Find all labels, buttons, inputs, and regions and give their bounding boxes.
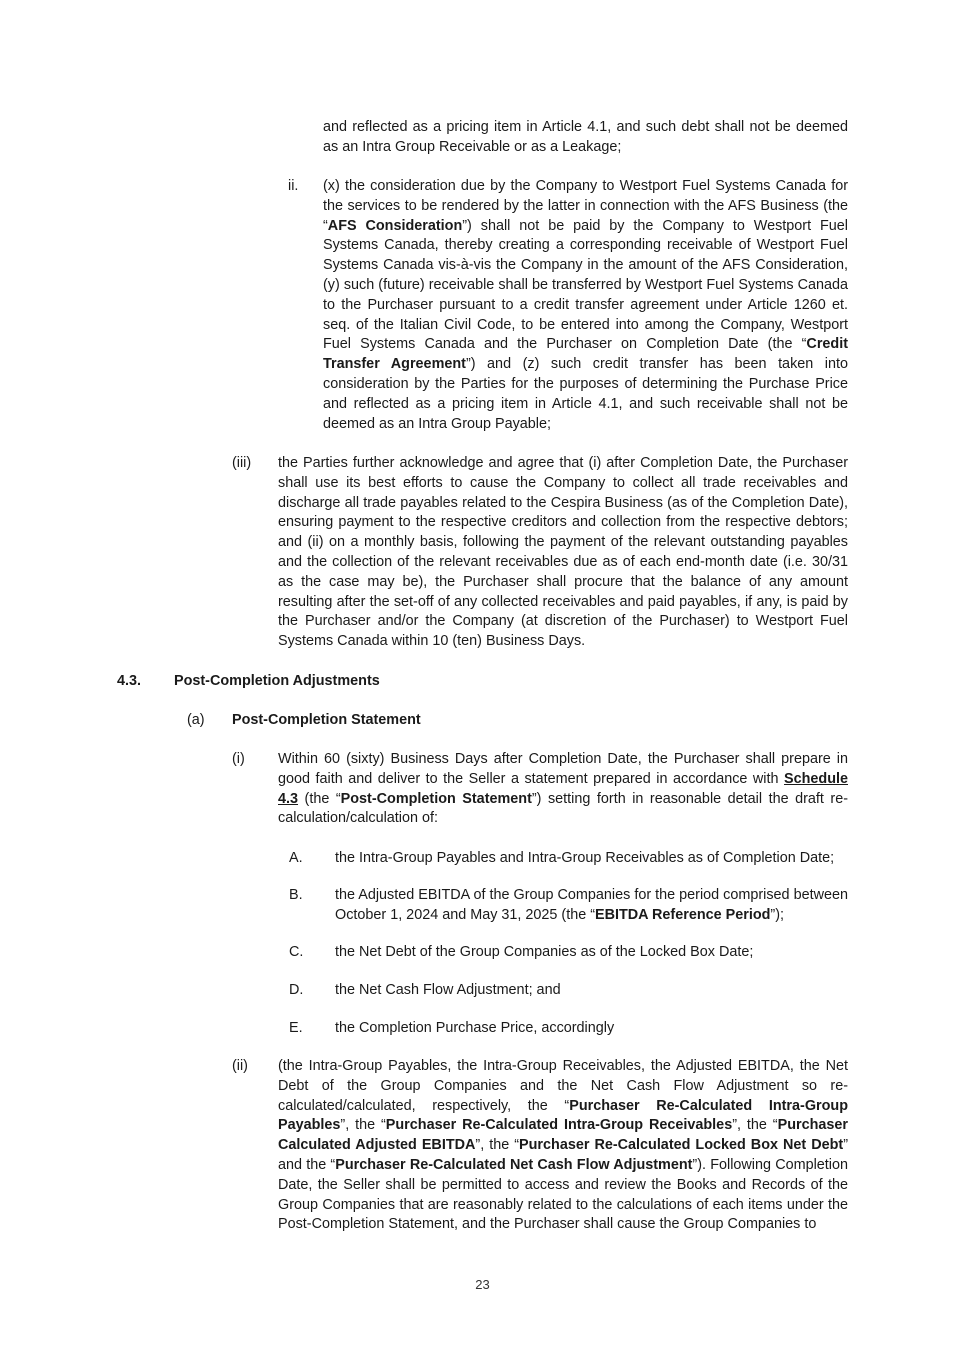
list-d-marker: D. — [289, 982, 304, 998]
page-number: 23 — [475, 1277, 490, 1292]
item-ii-marker: ii. — [288, 178, 299, 194]
item-ii-b-marker: (ii) — [232, 1058, 248, 1074]
subsection-a-title: Post-Completion Statement — [232, 712, 421, 728]
list-b-text: the Adjusted EBITDA of the Group Companies for the period comprised between October 1, 2024 and May 31, 2025 (the “EBITDA Reference Period”); — [335, 887, 848, 923]
list-b-marker: B. — [289, 887, 303, 903]
list-e-marker: E. — [289, 1020, 303, 1036]
schedule-reference: Schedule 4.3 — [278, 770, 848, 807]
list-c-marker: C. — [289, 944, 304, 960]
subsection-a-marker: (a) — [187, 712, 205, 728]
list-a-text: the Intra-Group Payables and Intra-Group Receivables as of Completion Date; — [335, 850, 835, 866]
section-title: Post-Completion Adjustments — [174, 673, 380, 689]
item-ii-b-text: (the Intra-Group Payables, the Intra-Group Receivables, the Adjusted EBITDA, the Net Debt of the Group Companies and the Net Cash Flow Adjustment so re-calculated/calculated, respectively, the “Purchaser Re-Calculated Intra-Group Payables”, the “Purchaser Re-Calculated Intra-Group Receivables”, the “Purchaser Calculated Adjusted EBITDA”, the “Purchaser Re-Calculated Locked Box Net Debt” and the “Purchaser Re-Calculated Net Cash Flow Adjustment”). Following Completion Date, the Seller shall be permitted to access and review the Books and Records of the Group Companies that are reasonably related to the calculations of each items under the Post-Completion Statement, and the Purchaser shall cause the Group Companies to — [278, 1058, 848, 1233]
item-i-marker: (i) — [232, 751, 245, 767]
term-credit-transfer-agreement: Credit Transfer Agreement — [323, 336, 848, 373]
continued-paragraph: and reflected as a pricing item in Article 4.1, and such debt shall not be deemed as an Intra Group Receivable or as a Leakage; — [323, 119, 848, 155]
list-d-text: the Net Cash Flow Adjustment; and — [335, 982, 561, 998]
item-iii-marker: (iii) — [232, 455, 252, 471]
term-post-completion-statement: Post-Completion Statement — [340, 790, 532, 807]
item-ii-text: (x) the consideration due by the Company to Westport Fuel Systems Canada for the services to be rendered by the latter in connection with the AFS Business (the “AFS Consideration”) shall not be paid by the Company to Westport Fuel Systems Canada, thereby creating a corresponding receivable of Westport Fuel Systems Canada vis-à-vis the Company in the amount of the AFS Consideration, (y) such (future) receivable shall be transferred by Westport Fuel Systems Canada to the Purchaser pursuant to a credit transfer agreement under Article 1260 et. seq. of the Italian Civil Code, to be entered into among the Company, Westport Fuel Systems Canada and the Purchaser on Completion Date (the “Credit Transfer Agreement”) and (z) such credit transfer has been taken into consideration by the Parties for the purposes of determining the Purchase Price and reflected as a pricing item in Article 4.1, and such receivable shall not be deemed as an Intra Group Payable; — [323, 178, 848, 432]
term-ebitda-reference-period: EBITDA Reference Period — [595, 906, 771, 923]
item-i-text: Within 60 (sixty) Business Days after Completion Date, the Purchaser shall prepare in good faith and deliver to the Seller a statement prepared in accordance with Schedule 4.3 (the “Post-Completion Statement”) setting forth in reasonable detail the draft re-calculation/calculation of: — [278, 751, 849, 827]
list-a-marker: A. — [289, 850, 303, 866]
list-e-text: the Completion Purchase Price, accordingly — [335, 1020, 615, 1036]
section-number: 4.3. — [117, 673, 142, 689]
list-c-text: the Net Debt of the Group Companies as of the Locked Box Date; — [335, 944, 754, 960]
item-iii-text: the Parties further acknowledge and agree that (i) after Completion Date, the Purchaser shall use its best efforts to cause the Company to collect all trade receivables and discharge all trade payables related to the Cespira Business (as of the Completion Date), ensuring payment to the respective creditors and collection from the respective debtors; and (ii) on a monthly basis, following the payment of the relevant outstanding payables and the collection of the relevant receivables due as of each end-month date (i.e. 30/31 as the case may be), the Purchaser shall procure that the balance of any amount resulting after the set-off of any collected receivables and paid payables, if any, is paid by the Purchaser and/or the Company (at discretion of the Purchaser) to Westport Fuel Systems Canada within 10 (ten) Business Days. — [278, 455, 848, 650]
term-afs-consideration: AFS Consideration — [327, 217, 463, 234]
